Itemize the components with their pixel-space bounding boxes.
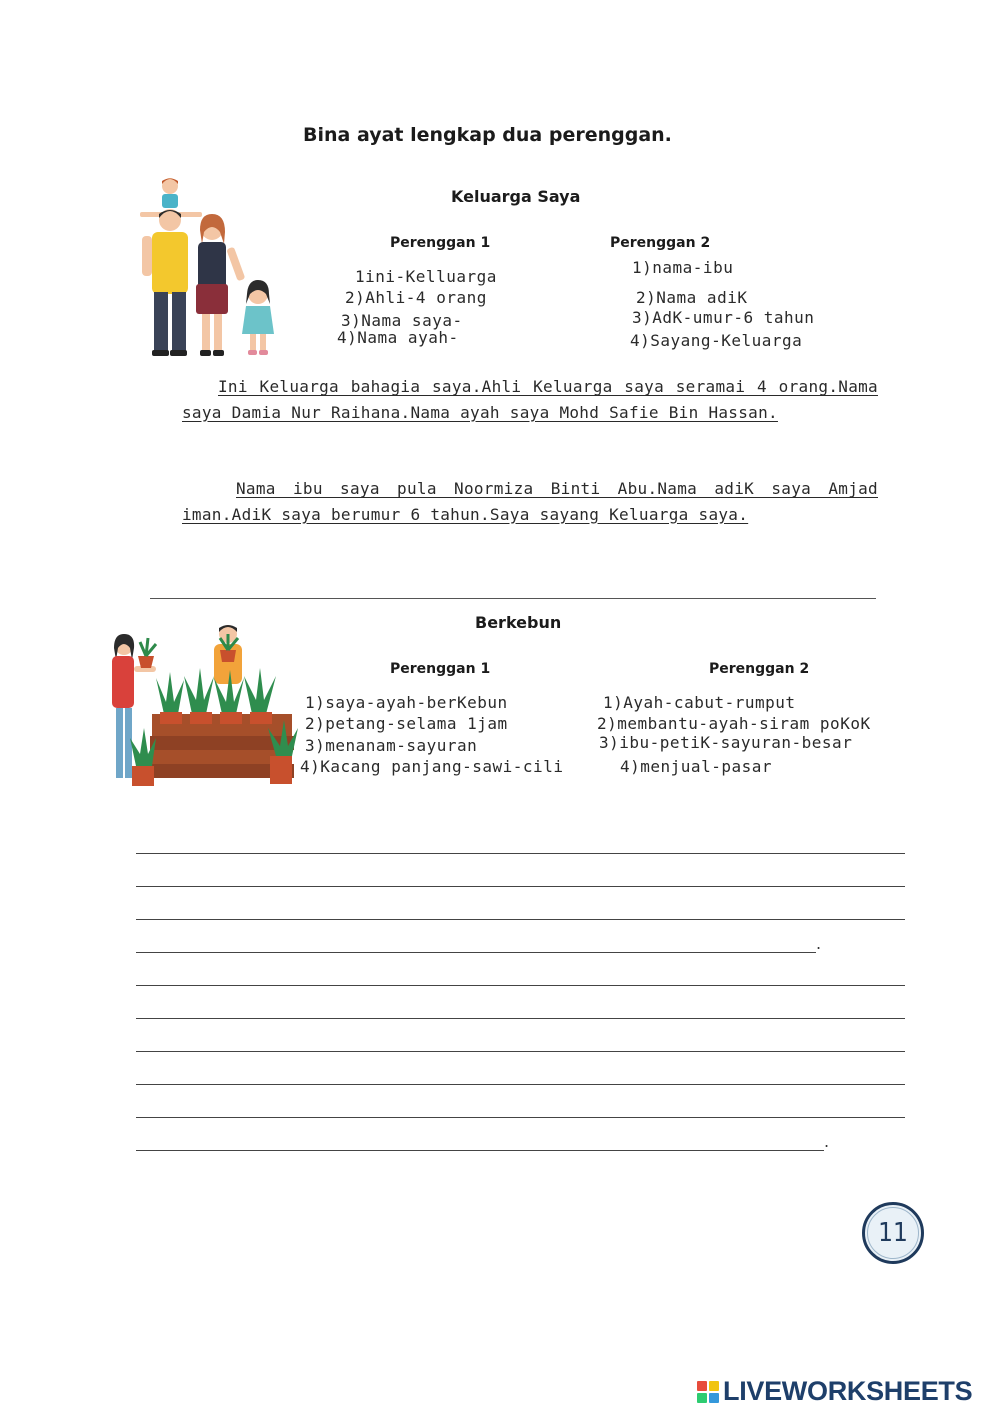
writing-line[interactable] bbox=[136, 1117, 905, 1118]
writing-line[interactable] bbox=[136, 985, 905, 986]
answer-paragraph-2-text: Nama ibu saya pula Noormiza Binti Abu.Nama adiK saya Amjad iman.AdiK saya berumur 6 tahun.Saya sayang Keluarga saya. bbox=[182, 479, 878, 524]
section1-title: Keluarga Saya bbox=[451, 187, 581, 206]
writing-line[interactable] bbox=[136, 1018, 905, 1019]
section1-p2-label: Perenggan 2 bbox=[610, 235, 711, 251]
section2-p1-point-2: 2)petang-selama 1jam bbox=[305, 714, 508, 733]
section2-p1-point-1: 1)saya-ayah-berKebun bbox=[305, 693, 508, 712]
section1-p1-point-3: 3)Nama saya- bbox=[341, 311, 463, 330]
section1-p1-point-4: 4)Nama ayah- bbox=[337, 328, 459, 347]
section2-p2-point-3: 3)ibu-petiK-sayuran-besar bbox=[599, 733, 853, 752]
section1-p1-point-2: 2)Ahli-4 orang bbox=[345, 288, 487, 307]
liveworksheets-logo-icon bbox=[697, 1381, 719, 1403]
writing-line[interactable] bbox=[136, 1084, 905, 1085]
liveworksheets-logo-text: LIVEWORKSHEETS bbox=[723, 1376, 973, 1406]
section2-title: Berkebun bbox=[475, 613, 562, 632]
section2-p2-point-1: 1)Ayah-cabut-rumput bbox=[603, 693, 796, 712]
section2-p2-label: Perenggan 2 bbox=[709, 661, 810, 677]
family-illustration bbox=[132, 176, 282, 358]
section2-p1-label: Perenggan 1 bbox=[390, 661, 491, 677]
writing-line[interactable] bbox=[136, 1150, 824, 1151]
answer-paragraph-2[interactable] bbox=[182, 476, 878, 527]
writing-line[interactable] bbox=[136, 886, 905, 887]
section2-p2-point-2: 2)membantu-ayah-siram poKoK bbox=[597, 714, 871, 733]
writing-line[interactable] bbox=[136, 853, 905, 854]
section1-p2-point-3: 3)AdK-umur-6 tahun bbox=[632, 308, 815, 327]
answer-paragraph-1-text: Ini Keluarga bahagia saya.Ahli Keluarga saya seramai 4 orang.Nama saya Damia Nur Raihana.Nama ayah saya Mohd Safie Bin Hassan. bbox=[182, 377, 878, 422]
section1-p2-point-4: 4)Sayang-Keluarga bbox=[630, 331, 803, 350]
liveworksheets-logo[interactable] bbox=[697, 1376, 972, 1407]
section1-p2-point-1: 1)nama-ibu bbox=[632, 258, 734, 277]
line-end-period: . bbox=[824, 1132, 830, 1151]
section1-p1-label: Perenggan 1 bbox=[390, 235, 491, 251]
gardening-illustration bbox=[104, 616, 304, 790]
section2-p1-point-3: 3)menanam-sayuran bbox=[305, 736, 478, 755]
section1-p1-point-1: 1ini-Kelluarga bbox=[355, 267, 497, 286]
page-number-badge: 11 bbox=[862, 1202, 924, 1264]
section1-p2-point-2: 2)Nama adiK bbox=[636, 288, 748, 307]
answer-paragraph-1[interactable] bbox=[182, 374, 878, 425]
writing-line[interactable] bbox=[136, 952, 816, 953]
line-end-period: . bbox=[816, 934, 822, 953]
worksheet-instruction: Bina ayat lengkap dua perenggan. bbox=[303, 124, 672, 146]
writing-line[interactable] bbox=[136, 1051, 905, 1052]
section2-p2-point-4: 4)menjual-pasar bbox=[620, 757, 772, 776]
section2-p1-point-4: 4)Kacang panjang-sawi-cili bbox=[300, 757, 564, 776]
section-divider bbox=[150, 598, 876, 599]
writing-line[interactable] bbox=[136, 919, 905, 920]
